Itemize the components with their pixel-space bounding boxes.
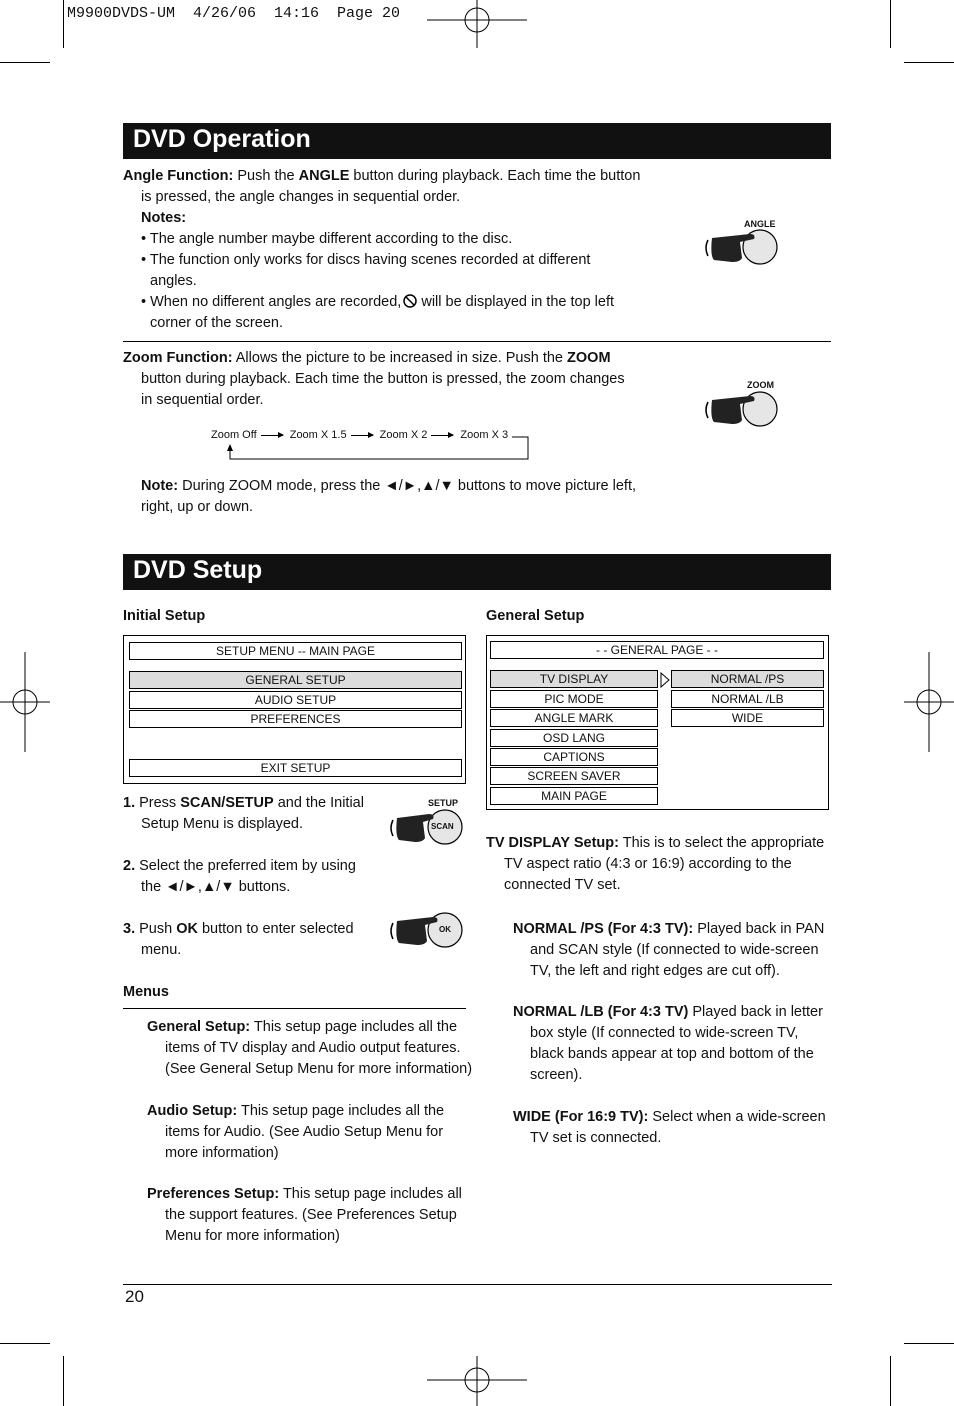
no-symbol-icon — [403, 294, 417, 308]
zoom-function-text: Zoom Function: Allows the picture to be increased in size. Push the ZOOM button during playback. Each time the button is pressed, the zoom changes in sequential order. — [123, 350, 625, 408]
setup-menu-title: SETUP MENU -- MAIN PAGE — [129, 642, 462, 660]
crop-mark — [904, 62, 954, 63]
initial-setup-heading: Initial Setup — [123, 608, 206, 624]
general-item-osd-lang[interactable]: OSD LANG — [490, 729, 658, 747]
zoom-note: Note: During ZOOM mode, press the ◄/►,▲/▼ buttons to move picture left, right, up or down. — [141, 478, 636, 515]
angle-button-label: ANGLE — [744, 219, 776, 229]
menus-preferences-setup: Preferences Setup: This setup page includes all the support features. (See Preferences Setup Menu for more information) — [147, 1186, 462, 1244]
crop-mark — [890, 1356, 891, 1406]
divider — [123, 1008, 466, 1009]
option-normal-lb[interactable]: NORMAL /LB — [671, 690, 824, 708]
general-item-main-page[interactable]: MAIN PAGE — [490, 787, 658, 805]
divider — [123, 341, 831, 342]
zoom-step: Zoom X 1.5 — [289, 429, 347, 441]
setup-button-label: SETUP — [428, 798, 459, 808]
section-title: DVD Setup — [133, 556, 263, 584]
registration-mark-bottom — [427, 1356, 527, 1406]
menus-general-setup: General Setup: This setup page includes all the items of TV display and Audio output features. (See General Setup Menu for more information) — [147, 1019, 473, 1077]
page-number: 20 — [125, 1287, 144, 1306]
ok-button-hand-icon — [385, 911, 467, 951]
section-banner-dvd-operation — [123, 123, 831, 159]
registration-mark-left — [0, 652, 50, 752]
step-2: 2. Select the preferred item by using the ◄/►,▲/▼ buttons. — [123, 858, 356, 895]
menus-audio-setup: Audio Setup: This setup page includes all the items for Audio. (See Audio Setup Menu for more information) — [147, 1103, 445, 1161]
pointer-triangle-icon — [659, 671, 671, 689]
crop-mark — [0, 62, 50, 63]
general-item-captions[interactable]: CAPTIONS — [490, 748, 658, 766]
zoom-step: Zoom X 3 — [460, 429, 509, 441]
angle-function-text: Angle Function: Push the ANGLE button during playback. Each time the button is pressed, the angle changes in sequential order. Notes: • The angle number maybe different according to the disc. • The function only works for discs having scenes recorded at different angles. • When no different angles are recorded, will be displayed in the top left corner of the screen. — [123, 168, 641, 331]
tv-display-setup-text: TV DISPLAY Setup: This is to select the appropriate TV aspect ratio (4:3 or 16:9) according to the connected TV set. — [486, 835, 825, 893]
normal-ps-text: NORMAL /PS (For 4:3 TV): Played back in PAN and SCAN style (If connected to wide-screen TV, the left and right edges are cut off). — [513, 921, 825, 979]
menu-item-general-setup[interactable]: GENERAL SETUP — [129, 671, 462, 689]
registration-mark-top — [427, 0, 527, 48]
crop-mark — [63, 1356, 64, 1406]
general-item-pic-mode[interactable]: PIC MODE — [490, 690, 658, 708]
registration-mark-right — [904, 652, 954, 752]
section-title: DVD Operation — [133, 125, 311, 153]
general-setup-heading: General Setup — [486, 608, 585, 624]
crop-mark — [0, 1343, 50, 1344]
print-slug: M9900DVDS-UM 4/26/06 14:16 Page 20 — [67, 5, 401, 22]
scan-setup-button-hand-icon — [385, 808, 467, 848]
zoom-button-label: ZOOM — [747, 380, 774, 390]
section-banner-dvd-setup — [123, 554, 831, 590]
menu-item-exit-setup[interactable]: EXIT SETUP — [129, 759, 462, 777]
step-3: 3. Push OK button to enter selected menu. — [123, 921, 354, 958]
general-item-angle-mark[interactable]: ANGLE MARK — [490, 709, 658, 727]
step-1: 1. Press SCAN/SETUP and the Initial Setup Menu is displayed. — [123, 795, 364, 832]
footer-rule — [123, 1284, 832, 1285]
scan-button-label: SCAN — [431, 822, 454, 831]
general-page-diagram — [486, 635, 829, 810]
option-wide[interactable]: WIDE — [671, 709, 824, 727]
zoom-loop-line — [222, 435, 532, 463]
menus-heading: Menus — [123, 984, 169, 1000]
general-item-tv-display[interactable]: TV DISPLAY — [490, 670, 658, 688]
zoom-button-hand-icon — [700, 390, 782, 430]
menu-item-audio-setup[interactable]: AUDIO SETUP — [129, 691, 462, 709]
crop-mark — [890, 0, 891, 48]
menu-item-preferences[interactable]: PREFERENCES — [129, 710, 462, 728]
general-page-title: - - GENERAL PAGE - - — [490, 641, 824, 659]
crop-mark — [904, 1343, 954, 1344]
normal-lb-text: NORMAL /LB (For 4:3 TV) Played back in letter box style (If connected to wide-screen TV, black bands appear at top and bottom of the screen). — [513, 1004, 823, 1083]
angle-button-hand-icon — [700, 228, 782, 268]
option-normal-ps[interactable]: NORMAL /PS — [671, 670, 824, 688]
general-item-screen-saver[interactable]: SCREEN SAVER — [490, 767, 658, 785]
wide-text: WIDE (For 16:9 TV): Select when a wide-screen TV set is connected. — [513, 1109, 826, 1146]
zoom-step: Zoom Off — [211, 429, 257, 441]
setup-menu-diagram — [123, 635, 466, 784]
zoom-step: Zoom X 2 — [379, 429, 428, 441]
crop-mark — [63, 0, 64, 48]
ok-button-label: OK — [439, 925, 451, 934]
